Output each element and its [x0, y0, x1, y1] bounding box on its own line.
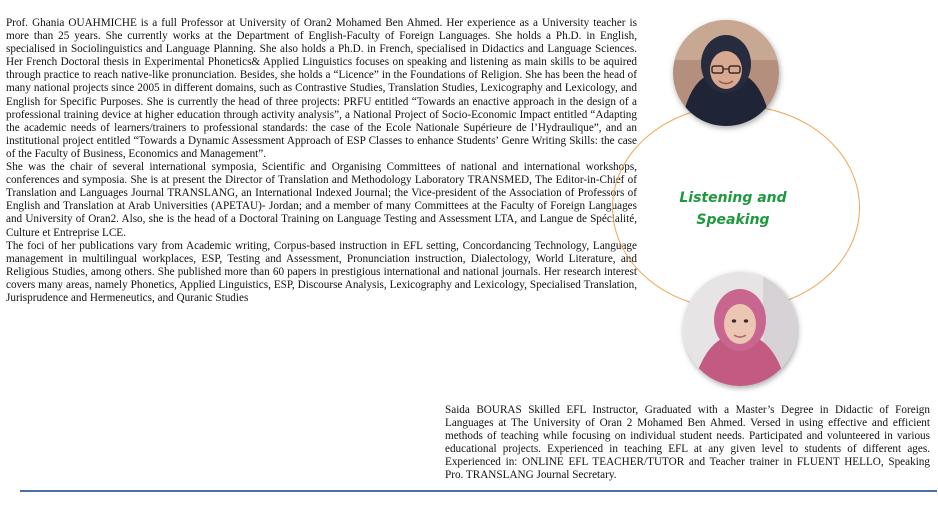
bio-ghania-ouahmiche: Prof. Ghania OUAHMICHE is a full Professor at University of Oran2 Mohamed Ben Ahmed. Her experience as a University teacher is more than 25 years. She currently works at the Department of English-Faculty of Foreign Languages. She holds a Ph.D. in English, specialised in Sociolinguistics and Language Planning. She also holds a Ph.D. in French, specialised in Didactics and Language Sciences. Her French Doctoral thesis in Experimental Phonetics& Applied Linguistics focuses on speaking and listening as main skills to be aquired through practice to reach native-like pronunciation. Besides, she holds a “Licence” in the Foundations of Religion. She has been the head of many national projects since 2005 in different domains, such as Contrastive Studies, Translation Studies, Lexicography and Lexicology, and English for Specific Purposes. She is currently the head of three projects: PRFU entitled “Towards an enactive approach in the design of a professional training device at higher education through activity analysis”, a National Project of Socio-Economic Impact entitled “Adapting the academic needs of learners/trainers to professional standards: the case of the Ecole Nationale Supérieure de l’Hydraulique”, and an institutional project entitled “Towards a Dynamic Assessment Approach of ESP Classes to enhance Students’ Genre Writing Skills: the case of the Faculty of Business, Economics and Management”. She was the chair of several international symposia, Scientific and Organising Committees of national and international workshops, conferences and symposia. She is at present the Director of Translation and Methodology Laboratory TRANSMED, The Editor-in-Chief of Translation and Languages Journal TRANSLANG, an International Indexed Journal; the Vice-president of the Association of Professors of English and Translation at Arab Universities (APETAU)- Jordan; and a member of many Committees at the Faculty of Foreign Languages and University of Oran2. Also, she is the head of a Doctoral Training on Language Testing and Assessment LTA, and Langue de Spécialité, Culture et Entreprise LCE. The foci of her publications vary from Academic writing, Corpus-based instruction in EFL setting, Concordancing Technology, Language management in multilingual workplaces, ESP, Testing and Assessment, Pronunciation instruction, Dialectology, World Literature, and Religious Studies, among others. She published more than 60 papers in prestigious international and national journals. Her research interest covers many areas, namely Phonetics, Applied Linguistics, ESP, Discourse Analysis, Lexicography and Lexicology, Specialised Translation, Jurisprudence and Hermeneutics, and Quranic Studies — [6, 17, 637, 304]
portrait-ghania-photo — [673, 20, 779, 126]
bottom-divider — [20, 490, 937, 492]
bio-saida-bouras: Saida BOURAS Skilled EFL Instructor, Graduated with a Master’s Degree in Didactic of Foreign Languages at The University of Oran 2 Mohamed Ben Ahmed. Versed in using effective and efficient methods of teaching while focusing on individual student needs. Participated and volunteered in various educational projects. Experienced in teaching EFL at any given level to students of different ages. Experienced in: ONLINE EFL TEACHER/TUTOR and Teacher trainer in FLUENT HELLO, Speaking Pro. TRANSLANG Journal Secretary. — [445, 404, 930, 482]
portrait-hijab-glasses — [673, 20, 779, 126]
portrait-pink-hijab — [683, 272, 797, 386]
portrait-saida-photo — [683, 272, 797, 386]
course-title: Listening and Speaking — [679, 190, 787, 228]
